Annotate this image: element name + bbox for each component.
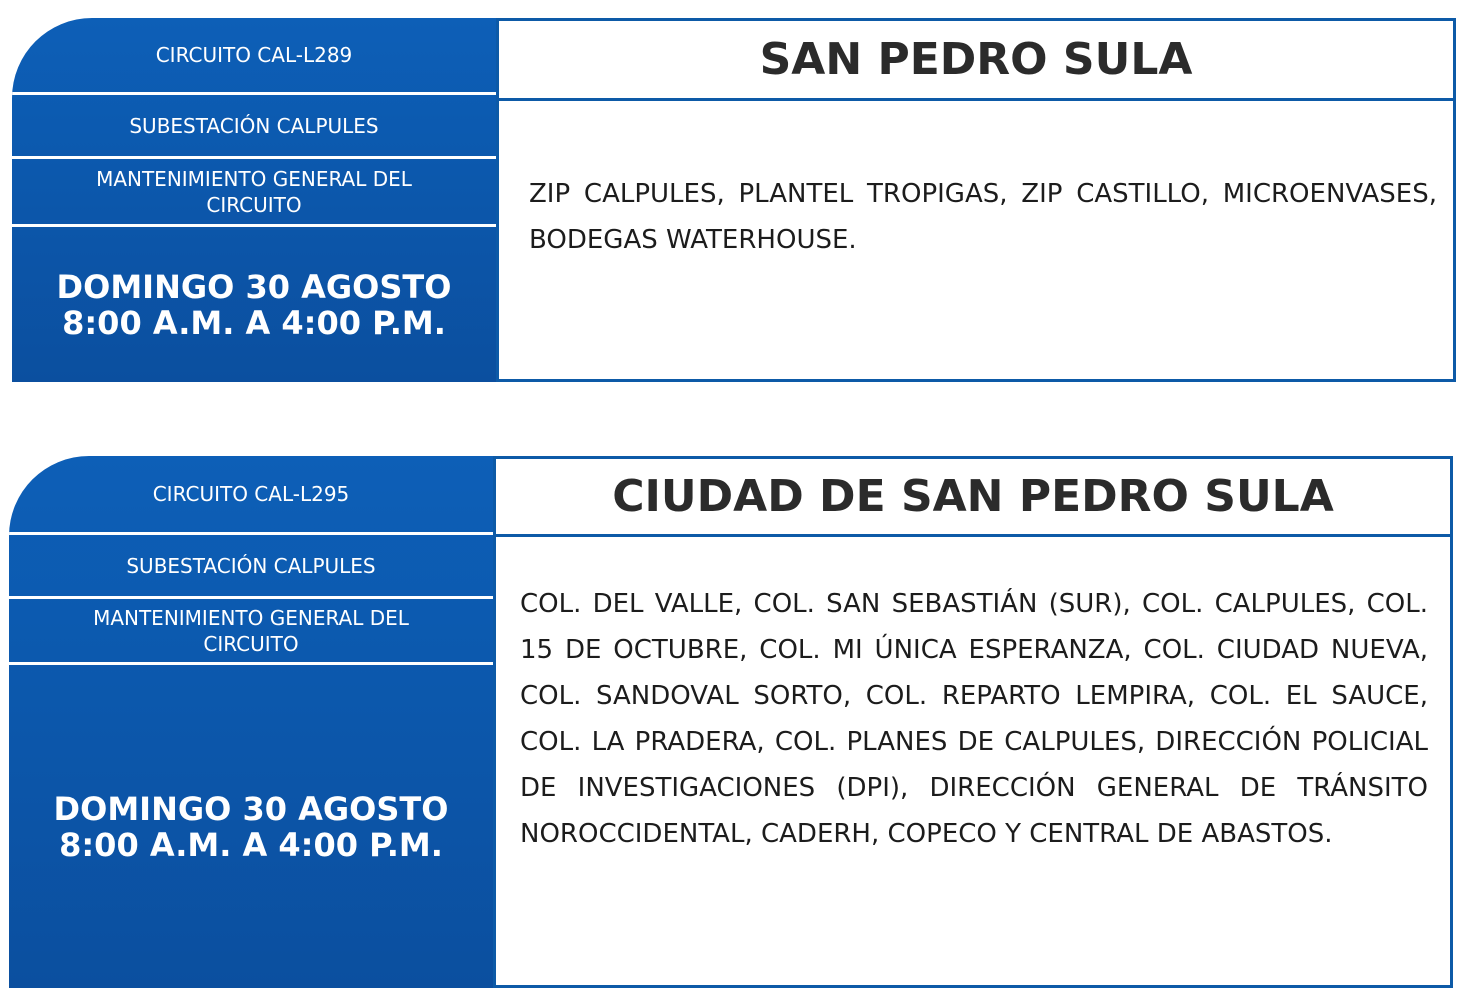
circuit-info-panel [9, 456, 493, 988]
outage-date: DOMINGO 30 AGOSTO [56, 267, 452, 306]
maintenance-label: MANTENIMIENTO GENERAL DEL CIRCUITO [9, 596, 493, 662]
affected-areas-panel [496, 18, 1456, 382]
outage-card-2 [9, 456, 1453, 988]
maintenance-label: MANTENIMIENTO GENERAL DEL CIRCUITO [12, 156, 496, 224]
circuit-label: CIRCUITO CAL-L289 [155, 43, 353, 67]
schedule-block [12, 224, 496, 382]
substation-label: SUBESTACIÓN CALPULES [12, 92, 496, 156]
city-title: CIUDAD DE SAN PEDRO SULA [496, 459, 1450, 537]
outage-date: DOMINGO 30 AGOSTO [53, 789, 449, 828]
city-title: SAN PEDRO SULA [499, 21, 1453, 101]
schedule-block [9, 662, 493, 988]
affected-areas-text: COL. DEL VALLE, COL. SAN SEBASTIÁN (SUR), COL. CALPULES, COL. 15 DE OCTUBRE, COL. MI ÚNICA ESPERANZA, COL. CIUDAD NUEVA, COL. SANDOVAL SORTO, COL. REPARTO LEMPIRA, COL. EL SAUCE, COL. LA PRADERA, COL. PLANES DE CALPULES, DIRECCIÓN POLICIAL DE INVESTIGACIONES (DPI), DIRECCIÓN GENERAL DE TRÁNSITO NOROCCIDENTAL, CADERH, COPECO Y CENTRAL DE ABASTOS. [520, 589, 1428, 849]
circuit-label: CIRCUITO CAL-L295 [152, 482, 350, 506]
circuit-info-panel [12, 18, 496, 382]
outage-time: 8:00 A.M. A 4:00 P.M. [62, 303, 446, 342]
outage-time: 8:00 A.M. A 4:00 P.M. [59, 825, 443, 864]
affected-areas-text: ZIP CALPULES, PLANTEL TROPIGAS, ZIP CASTILLO, MICROENVASES, BODEGAS WATERHOUSE. [529, 179, 1437, 255]
affected-areas-panel [493, 456, 1453, 988]
substation-label: SUBESTACIÓN CALPULES [9, 532, 493, 596]
outage-card-1 [12, 18, 1456, 382]
